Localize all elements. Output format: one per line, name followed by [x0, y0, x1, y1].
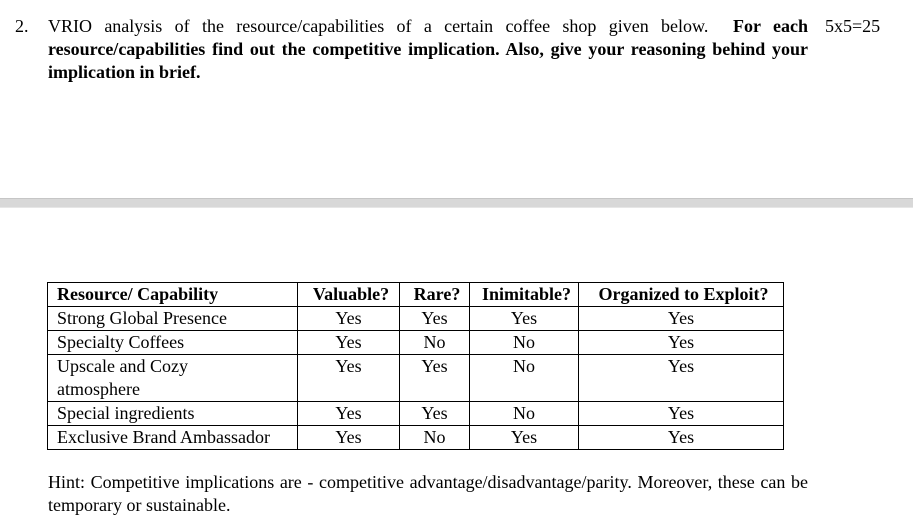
question-number: 2.: [15, 16, 29, 36]
hint-text: Hint: Competitive implications are - competitive advantage/disadvantage/parity. Moreover, these can be temporary or sustainable.: [48, 472, 808, 515]
cell-organized: Yes: [579, 331, 784, 355]
page-divider: [0, 198, 913, 208]
cell-organized: Yes: [579, 307, 784, 331]
table-row: [48, 402, 784, 426]
cell-inimitable: No: [470, 331, 579, 355]
cell-resource: [48, 355, 298, 402]
vrio-table: [47, 282, 784, 450]
cell-organized: Yes: [579, 426, 784, 450]
question-text-plain: VRIO analysis of the resource/capabilities of a certain coffee shop given below.: [48, 16, 709, 36]
table-row: [48, 426, 784, 450]
cell-rare: Yes: [400, 402, 470, 426]
question-marks: 5x5=25: [825, 16, 881, 36]
cell-valuable: Yes: [298, 307, 400, 331]
table-row: [48, 355, 784, 402]
cell-resource: Specialty Coffees: [48, 331, 298, 355]
header-valuable: Valuable?: [298, 283, 400, 307]
cell-resource: Special ingredients: [48, 402, 298, 426]
cell-rare: No: [400, 331, 470, 355]
header-rare: Rare?: [400, 283, 470, 307]
header-inimitable: Inimitable?: [470, 283, 579, 307]
cell-resource: Strong Global Presence: [48, 307, 298, 331]
cell-rare: Yes: [400, 307, 470, 331]
cell-organized: Yes: [579, 355, 784, 402]
table-row: [48, 331, 784, 355]
cell-resource-text: Upscale and Cozy atmosphere: [57, 356, 188, 399]
cell-resource: Exclusive Brand Ambassador: [48, 426, 298, 450]
cell-organized: Yes: [579, 402, 784, 426]
header-organized: Organized to Exploit?: [579, 283, 784, 307]
cell-rare: Yes: [400, 355, 470, 402]
question-text-bold: For each resource/capabilities find out the competitive implication. Also, give your reasoning behind your implication in brief.: [48, 16, 809, 82]
question-text: [48, 15, 808, 84]
cell-inimitable: No: [470, 355, 579, 402]
cell-inimitable: No: [470, 402, 579, 426]
cell-rare: No: [400, 426, 470, 450]
cell-valuable: Yes: [298, 355, 400, 402]
cell-inimitable: Yes: [470, 426, 579, 450]
cell-valuable: Yes: [298, 402, 400, 426]
cell-valuable: Yes: [298, 331, 400, 355]
header-resource: Resource/ Capability: [48, 283, 298, 307]
table-header-row: [48, 283, 784, 307]
cell-inimitable: Yes: [470, 307, 579, 331]
table-row: [48, 307, 784, 331]
cell-valuable: Yes: [298, 426, 400, 450]
